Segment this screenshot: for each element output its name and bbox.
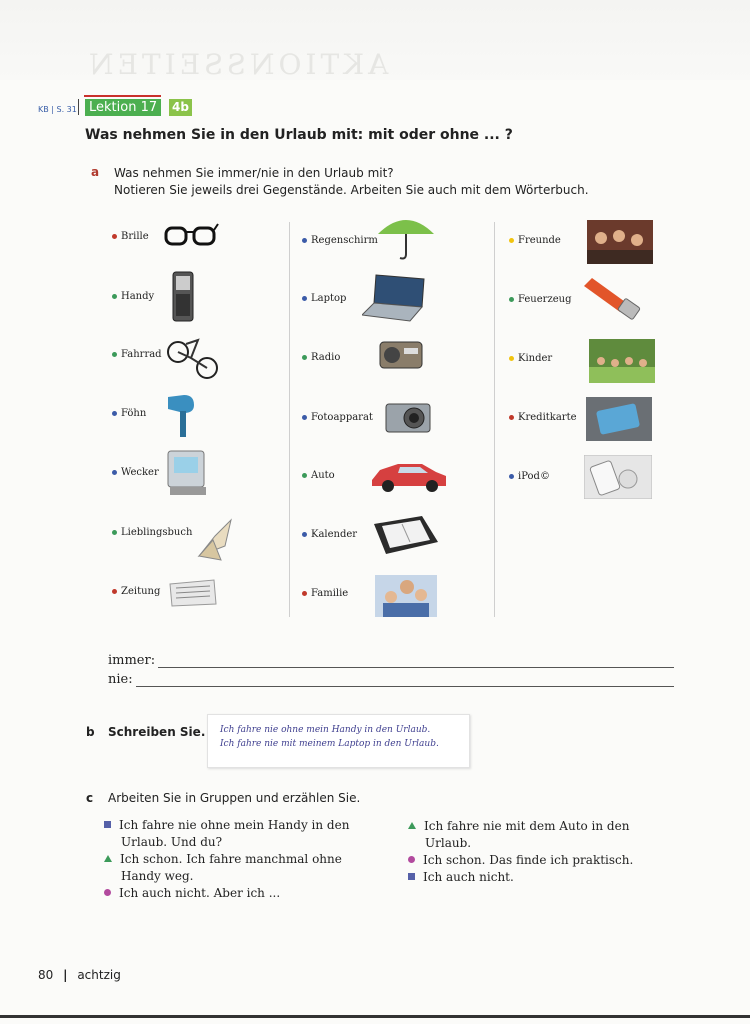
item-freunde: Freunde <box>509 235 561 246</box>
laptop-icon <box>362 273 426 323</box>
page-footer: 80 | achtzig <box>38 968 121 982</box>
exercise-title: Was nehmen Sie in den Urlaub mit: mit oder ohne ... ? <box>85 127 513 143</box>
dialog-line: Handy weg. <box>121 869 194 883</box>
alarm-clock-icon <box>164 449 210 497</box>
item-feuerzeug: Feuerzeug <box>509 294 571 305</box>
color-dot <box>509 415 514 420</box>
item-fahrrad: Fahrrad <box>112 349 162 360</box>
bicycle-icon <box>166 330 220 380</box>
square-marker-icon <box>408 873 415 880</box>
dialog-line: Ich fahre nie mit dem Auto in den <box>408 818 633 835</box>
column-separator <box>494 222 495 617</box>
color-dot <box>302 296 307 301</box>
color-dot <box>302 238 307 243</box>
handwritten-note: Ich fahre nie ohne mein Handy in den Urlaub. Ich fahre nie mit meinem Laptop in den Urlaub. <box>207 714 470 768</box>
item-handy: Handy <box>112 291 154 302</box>
color-dot <box>302 415 307 420</box>
item-auto: Auto <box>302 470 335 481</box>
family-photo-icon <box>375 575 437 617</box>
answer-line-immer[interactable] <box>158 667 674 668</box>
section-b-instruction: Schreiben Sie. <box>108 725 206 739</box>
color-dot <box>302 532 307 537</box>
lesson-badge: Lektion 17 <box>85 99 161 116</box>
dialog-line: Urlaub. Und du? <box>121 835 223 849</box>
dialog-line: Urlaub. <box>425 836 472 850</box>
label-immer: immer: <box>108 653 156 668</box>
section-a-letter: a <box>91 165 100 179</box>
item-familie: Familie <box>302 588 348 599</box>
triangle-marker-icon <box>104 855 112 862</box>
hairdryer-icon <box>164 391 200 441</box>
ghost-title: AKTIONSSEITEN <box>85 48 389 81</box>
credit-card-icon <box>586 397 652 441</box>
item-lieblingsbuch: Lieblingsbuch <box>112 527 192 538</box>
circle-marker-icon <box>408 856 415 863</box>
color-dot <box>509 474 514 479</box>
color-dot <box>112 411 117 416</box>
section-c-letter: c <box>86 791 94 805</box>
divider <box>78 99 79 115</box>
ipod-icon <box>584 455 652 499</box>
color-dot <box>302 355 307 360</box>
color-dot <box>112 352 117 357</box>
circle-marker-icon <box>104 889 111 896</box>
color-dot <box>509 297 514 302</box>
umbrella-icon <box>376 212 436 262</box>
dialog-line: Ich auch nicht. Aber ich ... <box>104 885 349 902</box>
item-kalender: Kalender <box>302 529 357 540</box>
item-zeitung: Zeitung <box>112 586 160 597</box>
item-brille: Brille <box>112 231 149 242</box>
dialog-right <box>408 818 633 886</box>
lesson-accent-line <box>84 95 161 97</box>
color-dot <box>509 356 514 361</box>
color-dot <box>112 589 117 594</box>
item-foehn: Föhn <box>112 408 146 419</box>
label-nie: nie: <box>108 672 133 687</box>
item-fotoapparat: Fotoapparat <box>302 412 373 423</box>
triangle-marker-icon <box>408 822 416 829</box>
phone-icon <box>170 271 196 323</box>
color-dot <box>112 470 117 475</box>
item-radio: Radio <box>302 352 340 363</box>
section-a-instruction: Was nehmen Sie immer/nie in den Urlaub mit? Notieren Sie jeweils drei Gegenstände. Arbeiten Sie auch mit dem Wörterbuch. <box>114 166 589 197</box>
book-icon <box>195 516 235 562</box>
glasses-icon <box>162 220 220 250</box>
lighter-icon <box>580 274 642 320</box>
camera-icon <box>384 398 432 434</box>
page-bottom-edge <box>0 1015 750 1018</box>
newspaper-icon <box>168 578 218 608</box>
item-regenschirm: Regenschirm <box>302 235 378 246</box>
dialog-line: Ich fahre nie ohne mein Handy in den <box>104 817 349 834</box>
car-icon <box>370 458 448 494</box>
dialog-line: Ich schon. Ich fahre manchmal ohne <box>104 851 349 868</box>
dialog-left <box>104 817 349 902</box>
item-laptop: Laptop <box>302 293 346 304</box>
item-wecker: Wecker <box>112 467 159 478</box>
item-kinder: Kinder <box>509 353 552 364</box>
lesson-part-badge: 4b <box>169 99 192 116</box>
color-dot <box>302 591 307 596</box>
item-kreditkarte: Kreditkarte <box>509 412 577 423</box>
dialog-line: Ich schon. Das finde ich praktisch. <box>408 852 633 869</box>
answer-line-nie[interactable] <box>136 686 674 687</box>
children-photo-icon <box>589 339 655 383</box>
color-dot <box>112 234 117 239</box>
color-dot <box>112 530 117 535</box>
dialog-line: Ich auch nicht. <box>408 869 633 886</box>
column-separator <box>289 222 290 617</box>
item-ipod: iPod© <box>509 471 550 482</box>
calendar-icon <box>372 512 442 558</box>
kb-reference: KB | S. 31 <box>38 105 77 114</box>
radio-icon <box>378 338 424 370</box>
color-dot <box>302 473 307 478</box>
color-dot <box>509 238 514 243</box>
section-c-instruction: Arbeiten Sie in Gruppen und erzählen Sie. <box>108 791 361 805</box>
friends-photo-icon <box>587 220 653 264</box>
square-marker-icon <box>104 821 111 828</box>
color-dot <box>112 294 117 299</box>
section-b-letter: b <box>86 725 95 739</box>
